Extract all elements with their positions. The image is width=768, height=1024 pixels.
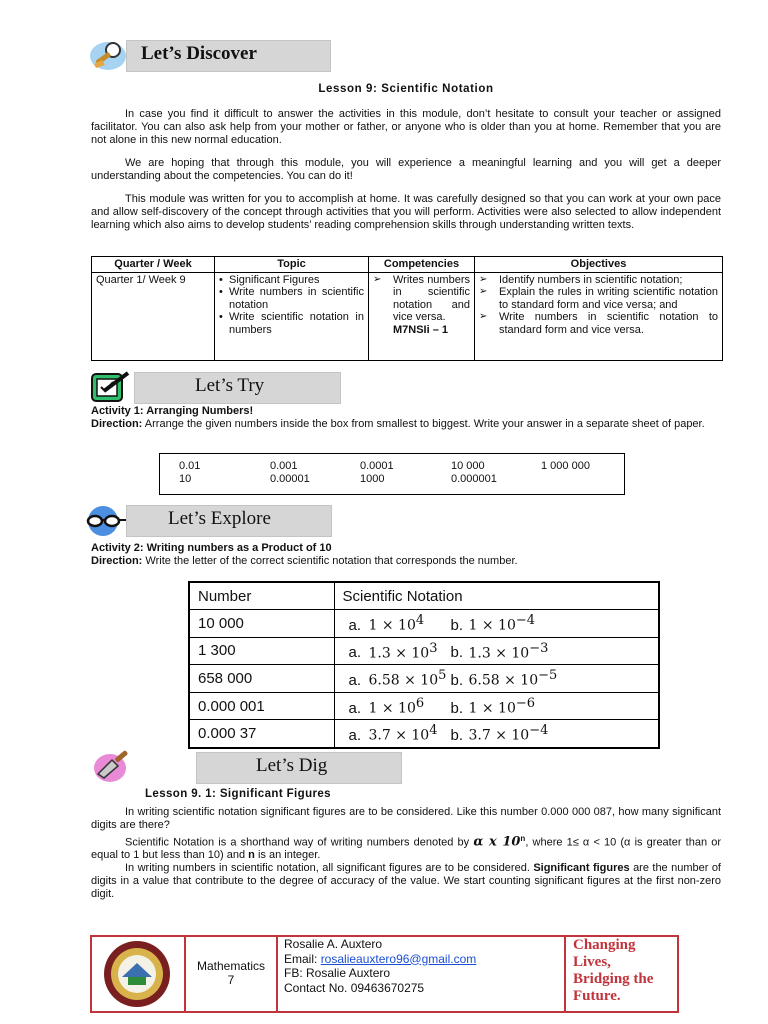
slogan-line: Future. <box>573 988 621 1004</box>
lesson-9-1-title: Lesson 9. 1: Significant Figures <box>145 788 331 800</box>
option-b-value: $1 \times 10^{-6}$ <box>468 695 536 717</box>
option-a-label: a. <box>348 671 362 689</box>
section-title: Let’s Try <box>195 375 265 396</box>
col-header-objectives: Objectives <box>475 257 723 273</box>
eyeglasses-icon <box>82 504 128 538</box>
number-item: 0.001 <box>270 460 298 472</box>
topic-cell <box>215 272 369 360</box>
email-link[interactable]: rosalieauxtero96@gmail.com <box>320 951 477 966</box>
slogan-line: Changing <box>573 937 636 953</box>
topic-item: • Write scientific notation in numbers <box>219 311 364 336</box>
lesson-outline-table <box>91 256 723 361</box>
direction-label: Direction: <box>91 418 143 430</box>
slogan-line: Lives, <box>573 954 611 970</box>
scientific-notation-table <box>188 581 660 749</box>
options-cell <box>334 610 659 638</box>
number-item: 1 000 000 <box>541 460 590 472</box>
number-item: 1000 <box>360 473 385 485</box>
option-b-label: b. <box>450 616 464 634</box>
table-row <box>189 610 659 638</box>
option-b-label: b. <box>450 699 464 717</box>
options-cell <box>334 637 659 665</box>
topic-item: • Significant Figures <box>219 274 364 287</box>
option-b-value: $6.58 \times 10^{-5}$ <box>468 668 558 689</box>
lets-dig-header <box>196 752 402 784</box>
lesson-title: Lesson 9: Scientific Notation <box>318 83 494 95</box>
objective-item: ➢ Explain the rules in writing scientific notation to standard form and vice versa; and <box>479 286 718 311</box>
footer-slogan-cell <box>566 937 677 1011</box>
subject-label: Mathematics <box>196 959 266 973</box>
footer <box>90 935 679 1013</box>
lets-try-header <box>134 372 341 404</box>
competency-code: M7NSIi – 1 <box>393 323 449 336</box>
option-a-value: $6.58 \times 10^5$ <box>368 668 447 689</box>
number-cell: 658 000 <box>189 665 334 693</box>
activity-2-direction <box>91 555 721 568</box>
intro-paragraph-2: We are hoping that through this module, you will experience a meaningful learning and you will get a deeper understanding about the competencies. You can do it! <box>91 157 721 182</box>
intro-paragraph-1: In case you find it difficult to answer the activities in this module, don’t hesitate to consult your teacher or assigned facilitator. You can also ask help from your mother or father, or anyone who is older than you at home. Remember that you are not alone in this new normal education. <box>91 108 721 146</box>
number-item: 10 <box>179 473 192 485</box>
option-a-label: a. <box>348 699 362 717</box>
col-header-scientific-notation: Scientific Notation <box>334 582 659 610</box>
grade-label: 7 <box>227 973 235 987</box>
number-item: 0.00001 <box>270 473 310 485</box>
section-title: Let’s Dig <box>256 755 328 776</box>
footer-contact-cell <box>278 937 566 1011</box>
options-cell <box>334 665 659 693</box>
number-cell: 0.000 001 <box>189 692 334 720</box>
contact-line: Contact No. 09463670275 <box>284 980 425 995</box>
number-item: 10 000 <box>451 460 485 472</box>
dig-paragraph-3: In writing numbers in scientific notation, all significant figures are to be considered. Significant figures are the number of digits in a value that contribute to the degree of accuracy of the value. We start counting significant figures at the first non-zero digit. <box>91 862 721 900</box>
table-row <box>189 637 659 665</box>
lets-discover-header <box>126 40 331 72</box>
direction-text: Write the letter of the correct scientific notation that corresponds the number. <box>142 555 518 567</box>
quarter-cell: Quarter 1/ Week 9 <box>92 272 215 360</box>
table-row <box>189 720 659 748</box>
email-line: Email: rosalieauxtero96@gmail.com <box>284 951 477 966</box>
number-item: 0.000001 <box>451 473 497 485</box>
slogan-line: Bridging the <box>573 971 654 987</box>
activity-1-direction <box>91 418 721 431</box>
options-cell <box>334 720 659 748</box>
direction-text: Arrange the given numbers inside the box from smallest to biggest. Write your answer in a separate sheet of paper. <box>142 418 705 430</box>
number-cell: 10 000 <box>189 610 334 638</box>
competency-cell <box>369 272 475 360</box>
objectives-cell <box>475 272 723 360</box>
option-b-label: b. <box>450 726 464 744</box>
option-b-value: $3.7 \times 10^{-4}$ <box>468 723 549 744</box>
direction-label: Direction: <box>91 555 143 567</box>
topic-item: • Write numbers in scientific notation <box>219 286 364 311</box>
option-a-value: $1.3 \times 10^3$ <box>368 640 438 662</box>
option-a-label: a. <box>348 616 362 634</box>
lets-explore-header <box>126 505 332 537</box>
intro-paragraph-3: This module was written for you to accomplish at home. It was carefully designed so that you can work at your own pace and allow self-discovery of the concept through activities that you will perform. Activities were also selected to allow independent learning which also aims to develop students’ reading comprehension skills through understanding written texts. <box>91 193 721 231</box>
activity-2-title: Activity 2: Writing numbers as a Product of 10 <box>91 542 332 554</box>
section-title: Let’s Discover <box>141 43 257 64</box>
option-b-value: $1 \times 10^{-4}$ <box>468 613 536 634</box>
col-header-quarter: Quarter / Week <box>92 257 215 273</box>
dig-paragraph-1: In writing scientific notation significant figures are to be considered. Like this number 0.000 000 087, how many significant digits are there? <box>91 806 721 831</box>
table-row <box>189 692 659 720</box>
footer-subject-cell <box>186 937 278 1011</box>
number-cell: 0.000 37 <box>189 720 334 748</box>
number-item: 0.0001 <box>360 460 394 472</box>
option-b-label: b. <box>450 644 464 662</box>
table-row <box>189 665 659 693</box>
option-a-label: a. <box>348 726 362 744</box>
option-a-label: a. <box>348 644 362 662</box>
option-b-value: $1.3 \times 10^{-3}$ <box>468 640 549 662</box>
magnifier-icon <box>88 38 128 72</box>
objective-item: ➢ Write numbers in scientific notation to standard form and vice versa. <box>479 311 718 336</box>
numbers-box <box>159 453 625 495</box>
pencil-check-icon <box>90 371 132 403</box>
col-header-number: Number <box>189 582 334 610</box>
fb-line: FB: Rosalie Auxtero <box>284 966 391 980</box>
option-a-value: $1 \times 10^6$ <box>368 695 425 717</box>
footer-logo-cell <box>92 937 186 1011</box>
activity-1-title: Activity 1: Arranging Numbers! <box>91 405 254 417</box>
objective-item: ➢ Identify numbers in scientific notation; <box>479 274 718 287</box>
competency-item: ➢ Writes numbers in scientific notation and vice versa. <box>373 274 470 324</box>
author-name: Rosalie A. Auxtero <box>284 937 383 951</box>
option-a-value: $3.7 \times 10^4$ <box>368 723 438 744</box>
trowel-icon <box>92 748 134 784</box>
dig-paragraph-2: Scientific Notation is a shorthand way of writing numbers denoted by α x 10$^n$, where 1≤ α < 10 (α is greater than or equal to 1 but less than 10) and n is an integer. <box>91 834 722 862</box>
option-b-label: b. <box>450 671 464 689</box>
school-seal-icon <box>92 937 182 1011</box>
number-cell: 1 300 <box>189 637 334 665</box>
col-header-competencies: Competencies <box>369 257 475 273</box>
section-title: Let’s Explore <box>168 508 271 529</box>
options-cell <box>334 692 659 720</box>
number-item: 0.01 <box>179 460 201 472</box>
col-header-topic: Topic <box>215 257 369 273</box>
option-a-value: $1 \times 10^4$ <box>368 613 425 634</box>
